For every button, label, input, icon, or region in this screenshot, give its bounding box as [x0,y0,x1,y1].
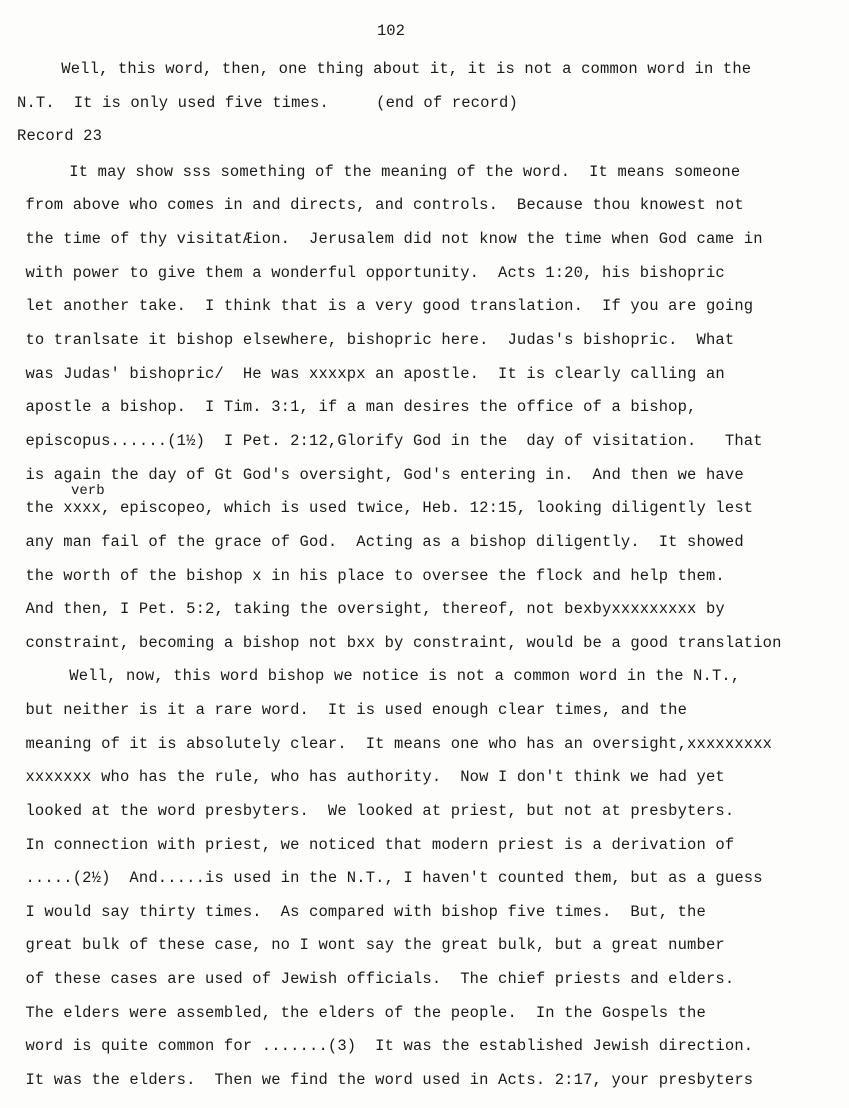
text-line-19: Well, now, this word bishop we notice is not a common word in the N.T., [22,667,741,685]
text-line-6: the time of thy visitatÆion. Jerusalem did not know the time when God came in [16,230,763,248]
text-line-5: from above who comes in and directs, and controls. Because thou knowest not [16,196,744,214]
text-line-30: word is quite common for .......(3) It was the established Jewish direction. [16,1037,754,1055]
text-line-15: any man fail of the grace of God. Acting as a bishop diligently. It showed [16,533,744,551]
text-line-8: let another take. I think that is a very good translation. If you are going [16,297,754,315]
text-line-21: meaning of it is absolutely clear. It means one who has an oversight,xxxxxxxxx [16,735,773,753]
page-number: 102 [377,22,405,40]
text-line-12: episcopus......(1½) I Pet. 2:12,Glorify God in the day of visitation. That [16,432,763,450]
text-line-22: xxxxxxx who has the rule, who has authority. Now I don't think we had yet [16,768,725,786]
text-line-23: looked at the word presbyters. We looked at priest, but not at presbyters. [16,802,735,820]
interlinear-insert: verb [71,483,105,499]
text-line-13: is again the day of Gt God's oversight, God's entering in. And then we have [16,466,744,484]
text-line-26: I would say thirty times. As compared with bishop five times. But, the [16,903,706,921]
text-line-4: It may show sss something of the meaning of the word. It means someone [22,163,741,181]
text-line-11: apostle a bishop. I Tim. 3:1, if a man desires the office of a bishop, [16,398,697,416]
text-line-17: And then, I Pet. 5:2, taking the oversight, thereof, not bexbyxxxxxxxxx by [16,600,725,618]
record-heading: Record 23 [17,127,103,145]
text-line-16: the worth of the bishop x in his place to oversee the flock and help them. [16,567,725,585]
text-line-25: .....(2½) And.....is used in the N.T., I haven't counted them, but as a guess [16,869,763,887]
text-line-14: the xxxx, episcopeo, which is used twice, Heb. 12:15, looking diligently lest [16,499,754,517]
text-line-27: great bulk of these case, no I wont say the great bulk, but a great number [16,936,725,954]
text-line-24: In connection with priest, we noticed that modern priest is a derivation of [16,836,735,854]
text-line-20: but neither is it a rare word. It is used enough clear times, and the [16,701,688,719]
text-line-2: N.T. It is only used five times. (end of record) [17,94,518,112]
text-line-9: to tranlsate it bishop elsewhere, bishopric here. Judas's bishopric. What [16,331,735,349]
text-line-18: constraint, becoming a bishop not bxx by constraint, would be a good translation [16,634,782,652]
text-line-29: The elders were assembled, the elders of the people. In the Gospels the [16,1004,706,1022]
text-line-10: was Judas' bishopric/ He was xxxxpx an apostle. It is clearly calling an [16,365,725,383]
text-line-7: with power to give them a wonderful opportunity. Acts 1:20, his bishopric [16,264,725,282]
text-line-31: It was the elders. Then we find the word used in Acts. 2:17, your presbyters [16,1071,754,1089]
text-line-1: Well, this word, then, one thing about it, it is not a common word in the [14,60,752,78]
text-line-28: of these cases are used of Jewish officials. The chief priests and elders. [16,970,735,988]
